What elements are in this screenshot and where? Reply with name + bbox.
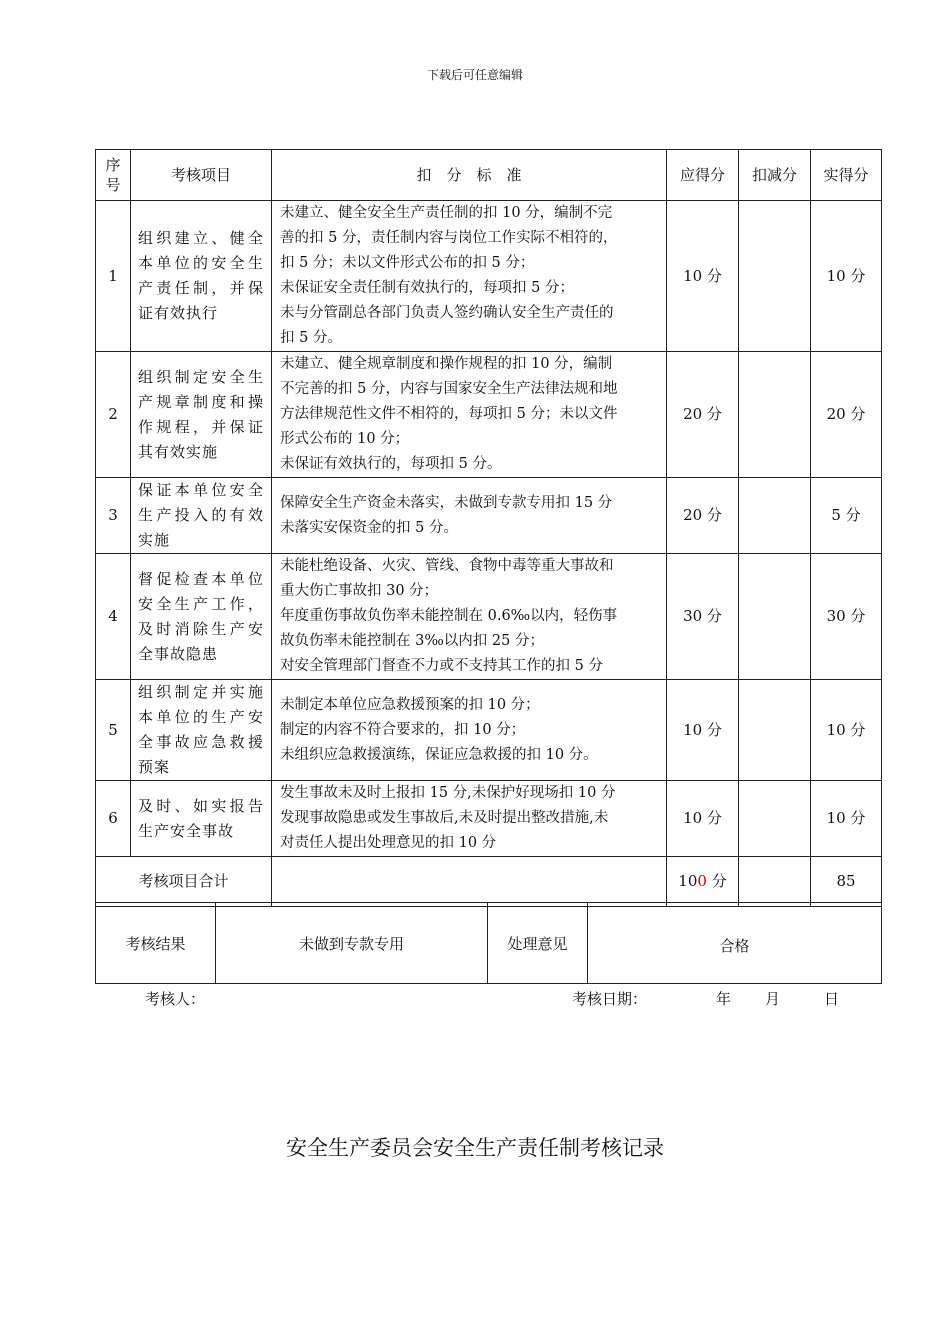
opinion-label: 处理意见 (488, 903, 588, 984)
row-criteria: 未制定本单位应急救援预案的扣 10 分； 制定的内容不符合要求的，扣 10 分； 未组织应急救援演练，保证应急救援的扣 10 分。 (272, 680, 667, 781)
row-item: 督促检查本单位安全生产工作，及时消除生产安全事故隐患 (131, 554, 272, 680)
table-row (96, 478, 882, 554)
row-seq: 5 (96, 680, 131, 781)
table-row (96, 352, 882, 478)
total-criteria (272, 857, 667, 907)
date-label: 考核日期： (572, 990, 648, 1008)
header-seq: 序 号 (96, 150, 131, 201)
row-item: 组织制定并实施本单位的生产安全事故应急救援预案 (131, 680, 272, 781)
row-criteria: 发生事故未及时上报扣 15 分,未保护好现场扣 10 分 发现事故隐患或发生事故后,未及时提出整改措施,未 对责任人提出处理意见的扣 10 分 (272, 781, 667, 857)
total-deduct (739, 857, 811, 907)
table-row (96, 680, 882, 781)
row-actual: 10 分 (811, 680, 882, 781)
result-table (95, 902, 882, 984)
date-year: 年 (716, 990, 732, 1008)
table-row (96, 201, 882, 352)
table-header-row (96, 150, 882, 201)
row-item: 保证本单位安全生产投入的有效实施 (131, 478, 272, 554)
row-actual: 20 分 (811, 352, 882, 478)
total-label: 考核项目合计 (96, 857, 272, 907)
table-row (96, 781, 882, 857)
date-month: 月 (765, 990, 781, 1008)
row-actual: 5 分 (811, 478, 882, 554)
row-seq: 6 (96, 781, 131, 857)
row-actual: 10 分 (811, 781, 882, 857)
assessor-label: 考核人： (145, 990, 206, 1008)
row-due: 30 分 (667, 554, 739, 680)
row-seq: 1 (96, 201, 131, 352)
header-criteria: 扣 分 标 准 (272, 150, 667, 201)
row-deduct (739, 554, 811, 680)
row-seq: 2 (96, 352, 131, 478)
row-deduct (739, 201, 811, 352)
row-criteria: 保障安全生产资金未落实，未做到专款专用扣 15 分 未落实安保资金的扣 5 分。 (272, 478, 667, 554)
row-due: 10 分 (667, 680, 739, 781)
row-deduct (739, 478, 811, 554)
row-criteria: 未建立、健全规章制度和操作规程的扣 10 分，编制 不完善的扣 5 分，内容与国家安全生产法律法规和地 方法律规范性文件不相符的，每项扣 5 分；未以文件 形式公布的 10 分； 未保证有效执行的，每项扣 5 分。 (272, 352, 667, 478)
total-due: 100 分 (667, 857, 739, 907)
row-item: 及时、如实报告生产安全事故 (131, 781, 272, 857)
opinion-value: 合格 (588, 903, 882, 984)
row-item: 组织制定安全生产规章制度和操作规程，并保证其有效实施 (131, 352, 272, 478)
table-row (96, 554, 882, 680)
result-label: 考核结果 (96, 903, 216, 984)
row-item: 组织建立、健全本单位的安全生产责任制，并保证有效执行 (131, 201, 272, 352)
row-criteria: 未能杜绝设备、火灾、管线、食物中毒等重大事故和 重大伤亡事故扣 30 分； 年度重伤事故负伤率未能控制在 0.6‰以内，轻伤事 故负伤率未能控制在 3‰以内扣 25 分； 对安全管理部门督查不力或不支持其工作的扣 5 分 (272, 554, 667, 680)
header-note: 下载后可任意编辑 (426, 68, 523, 82)
row-actual: 30 分 (811, 554, 882, 680)
row-deduct (739, 680, 811, 781)
header-deduct: 扣减分 (739, 150, 811, 201)
total-actual: 85 (811, 857, 882, 907)
row-due: 20 分 (667, 478, 739, 554)
row-deduct (739, 781, 811, 857)
assessment-table (95, 149, 882, 907)
row-seq: 4 (96, 554, 131, 680)
header-due: 应得分 (667, 150, 739, 201)
row-deduct (739, 352, 811, 478)
document-title: 安全生产委员会安全生产责任制考核记录 (286, 1136, 664, 1160)
row-due: 10 分 (667, 781, 739, 857)
date-day: 日 (824, 990, 840, 1008)
row-actual: 10 分 (811, 201, 882, 352)
row-seq: 3 (96, 478, 131, 554)
row-due: 10 分 (667, 201, 739, 352)
header-actual: 实得分 (811, 150, 882, 201)
header-item: 考核项目 (131, 150, 272, 201)
row-due: 20 分 (667, 352, 739, 478)
result-value: 未做到专款专用 (216, 903, 488, 984)
row-criteria: 未建立、健全安全生产责任制的扣 10 分，编制不完 善的扣 5 分，责任制内容与岗位工作实际不相符的， 扣 5 分；未以文件形式公布的扣 5 分； 未保证安全责任制有效执行的，每项扣 5 分； 未与分管副总各部门负责人签约确认安全生产责任的 扣 5 分。 (272, 201, 667, 352)
total-row (96, 857, 882, 907)
